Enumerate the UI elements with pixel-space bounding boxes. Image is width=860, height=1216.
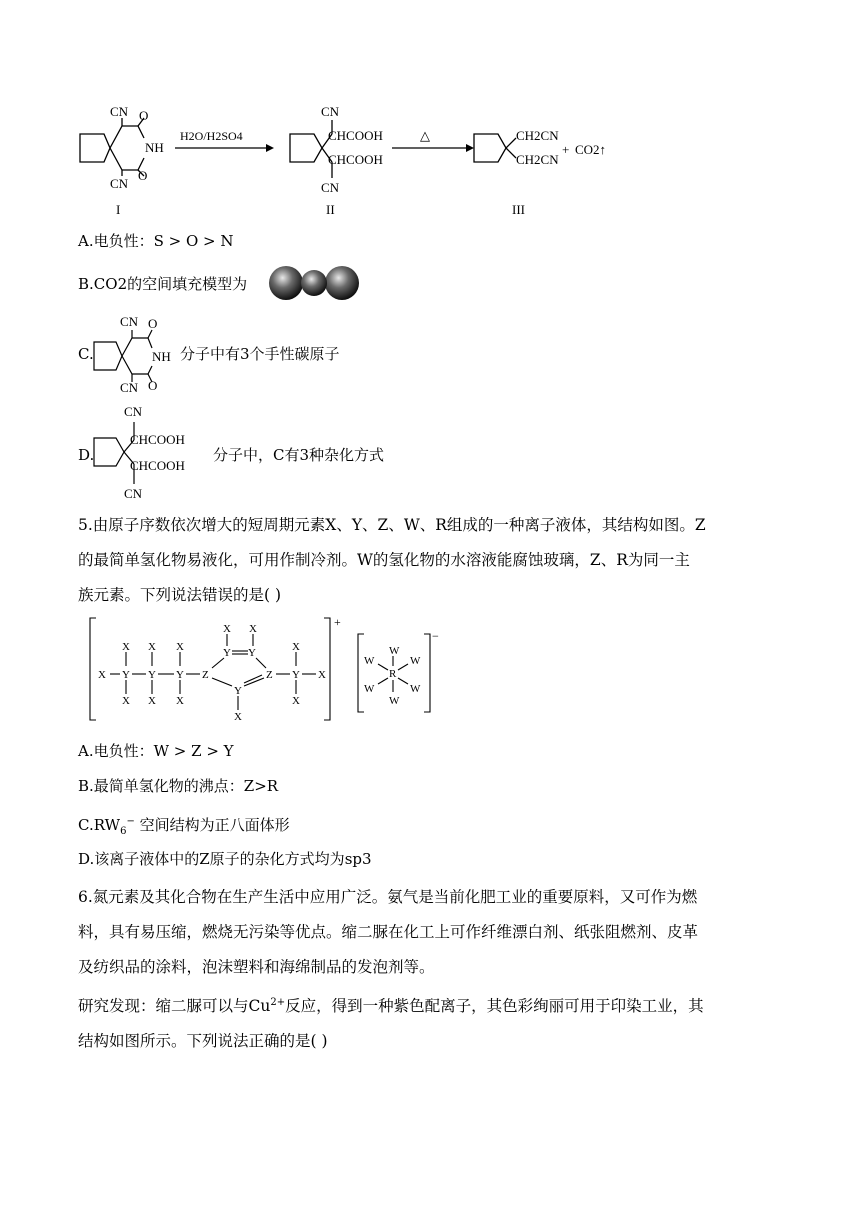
svg-text:W: W	[389, 695, 400, 707]
svg-text:Y: Y	[122, 669, 130, 681]
svg-text:Y: Y	[223, 647, 231, 659]
svg-text:NH: NH	[145, 140, 164, 155]
q4-option-d-prefix: D.	[78, 446, 95, 464]
svg-text:O: O	[138, 168, 148, 183]
svg-text:Z: Z	[266, 669, 273, 681]
reaction-scheme	[70, 96, 630, 220]
svg-text:O: O	[139, 108, 149, 123]
svg-text:X: X	[98, 669, 106, 681]
svg-text:△: △	[420, 128, 430, 143]
ionic-liquid-structure	[80, 612, 440, 724]
svg-text:CN: CN	[124, 486, 143, 501]
svg-text:CN: CN	[124, 404, 143, 419]
q6-stem: 6.氮元素及其化合物在生产生活中应用广泛。氨气是当前化肥工业的重要原料，又可作为燃 料，具有易压缩，燃烧无污染等优点。缩二脲在化工上可作纤维漂白剂、纸张阻燃剂、皮革 及纺织品的涂料，泡沫塑料和海绵制品的发泡剂等。 研究发现：缩二脲可以与$Cu^{2+}$反应，得到一种紫色配离子，其色彩绚丽可用于印染工业，其 结构如图所示。下列说法正确的是( )	[78, 888, 704, 1051]
svg-text:NH: NH	[152, 349, 171, 364]
svg-text:R: R	[389, 668, 397, 680]
q4-option-d-text: 分子中，C有3种杂化方式	[213, 446, 385, 464]
svg-text:CN: CN	[120, 380, 139, 394]
q4-option-b: B.CO2的空间填充模型为	[78, 275, 248, 293]
svg-text:Z: Z	[202, 669, 209, 681]
svg-text:X: X	[176, 695, 184, 707]
svg-text:X: X	[292, 641, 300, 653]
svg-text:W: W	[364, 683, 375, 695]
hybridization: sp3	[344, 850, 372, 868]
q4-option-c-text: 分子中有3个手性碳原子	[180, 345, 340, 363]
svg-text:CN: CN	[110, 104, 129, 119]
q5-option-d: D.该离子液体中的Z原子的杂化方式均为sp3	[78, 850, 372, 868]
cyclopentane-ring-1	[80, 134, 110, 162]
svg-text:III: III	[512, 202, 525, 217]
svg-text:+: +	[562, 142, 570, 157]
structure-compound-ii	[90, 400, 212, 502]
svg-text:H2O/H2SO4: H2O/H2SO4	[180, 129, 243, 143]
svg-text:CHCOOH: CHCOOH	[328, 152, 383, 167]
svg-text:Y: Y	[234, 685, 242, 697]
svg-text:W: W	[410, 683, 421, 695]
co2-space-filling-model	[268, 264, 360, 302]
svg-text:CN: CN	[321, 104, 340, 119]
svg-text:CHCOOH: CHCOOH	[328, 128, 383, 143]
q5-stem: 5.由原子序数依次增大的短周期元素X、Y、Z、W、R组成的一种离子液体，其结构如图。Z 的最简单氢化物易液化，可用作制冷剂。W的氢化物的水溶液能腐蚀玻璃，Z、R为同一主 族元素。下列说法错误的是( )	[78, 516, 706, 604]
q4-option-a: A.电负性：S > O > N	[78, 232, 234, 250]
svg-text:X: X	[292, 695, 300, 707]
q4-option-c-prefix: C.	[78, 345, 94, 363]
svg-text:O: O	[148, 316, 158, 331]
svg-text:I: I	[116, 202, 121, 217]
svg-text:+: +	[334, 615, 341, 629]
svg-text:W: W	[364, 655, 375, 667]
svg-text:II: II	[326, 202, 335, 217]
svg-text:X: X	[223, 623, 231, 635]
svg-text:O: O	[148, 378, 158, 393]
svg-text:CN: CN	[120, 314, 139, 329]
svg-text:W: W	[410, 655, 421, 667]
q5-option-c: $C.RW_6^-$ 空间结构为正八面体形	[78, 816, 290, 837]
svg-text:CHCOOH: CHCOOH	[130, 432, 185, 447]
svg-text:CH2CN: CH2CN	[516, 152, 559, 167]
svg-text:CO2↑: CO2↑	[575, 142, 607, 157]
svg-text:CN: CN	[110, 176, 129, 191]
svg-text:W: W	[389, 645, 400, 657]
svg-text:CH2CN: CH2CN	[516, 128, 559, 143]
svg-text:X: X	[148, 641, 156, 653]
structure-compound-i	[90, 310, 180, 394]
svg-text:−: −	[432, 629, 439, 643]
svg-text:X: X	[122, 641, 130, 653]
svg-text:X: X	[176, 641, 184, 653]
svg-text:X: X	[234, 711, 242, 723]
cyclopentane-ring-3	[474, 134, 506, 162]
svg-text:Y: Y	[176, 669, 184, 681]
cyclopentane-ring-2	[290, 134, 322, 162]
svg-text:X: X	[148, 695, 156, 707]
svg-text:Y: Y	[148, 669, 156, 681]
svg-text:CHCOOH: CHCOOH	[130, 458, 185, 473]
svg-text:CN: CN	[321, 180, 340, 195]
svg-text:X: X	[318, 669, 326, 681]
svg-text:X: X	[122, 695, 130, 707]
svg-text:Y: Y	[292, 669, 300, 681]
svg-text:X: X	[249, 623, 257, 635]
q5-option-a: A.电负性：W > Z > Y	[78, 742, 234, 760]
q5-option-b: B.最简单氢化物的沸点：Z>R	[78, 777, 279, 795]
svg-text:Y: Y	[248, 647, 256, 659]
